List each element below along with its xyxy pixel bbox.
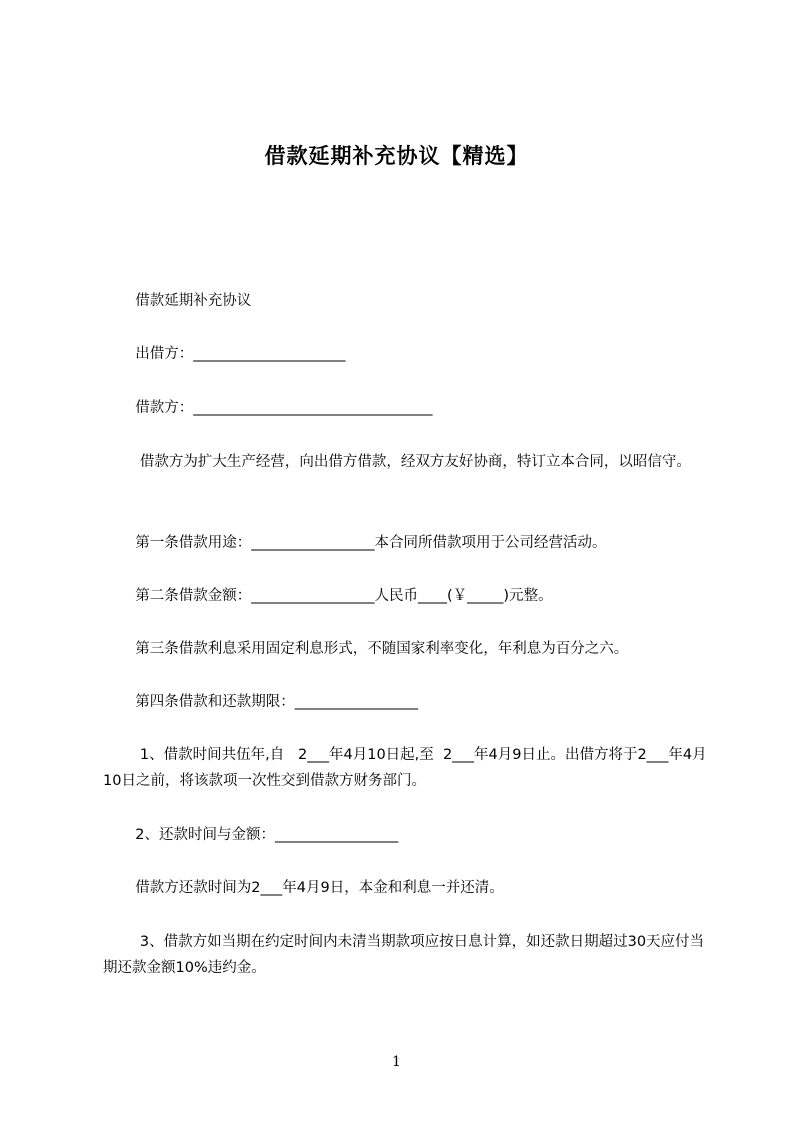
- paragraph-article-3: 第三条借款利息采用固定利息形式，不随国家利率变化，年利息为百分之六。: [103, 641, 629, 657]
- paragraph-article-2: 第二条借款金额：_________________人民币____(￥_____)元整。: [103, 588, 553, 604]
- paragraph-repayment-amount: 2、还款时间与金额：_________________: [103, 827, 399, 843]
- document-title: 借款延期补充协议【精选】: [264, 144, 529, 168]
- paragraph-loan-period: 1、借款时间共伍年,自 2___年4月10日起,至 2___年4月9日止。出借方将于2___年4月10日之前，将该款项一次性交到借款方财务部门。: [103, 747, 707, 789]
- paragraph-article-1: 第一条借款用途：_________________本合同所借款项用于公司经营活动。: [103, 535, 607, 551]
- paragraph-repayment-date: 借款方还款时间为2___年4月9日，本金和利息一并还清。: [103, 880, 504, 896]
- page-number: 1: [392, 1054, 401, 1070]
- paragraph-preamble: 借款方为扩大生产经营，向出借方借款，经双方友好协商，特订立本合同，以昭信守。: [103, 454, 691, 470]
- paragraph-borrower: 借款方：_________________________________: [103, 400, 433, 416]
- paragraph-lender: 出借方：_____________________: [103, 346, 346, 362]
- paragraph-penalty: 3、借款方如当期在约定时间内未清当期款项应按日息计算，如还款日期超过30天应付当期还款金额10%违约金。: [103, 934, 705, 976]
- paragraph-article-4: 第四条借款和还款期限：_________________: [103, 694, 419, 710]
- paragraph-heading: 借款延期补充协议: [103, 293, 252, 309]
